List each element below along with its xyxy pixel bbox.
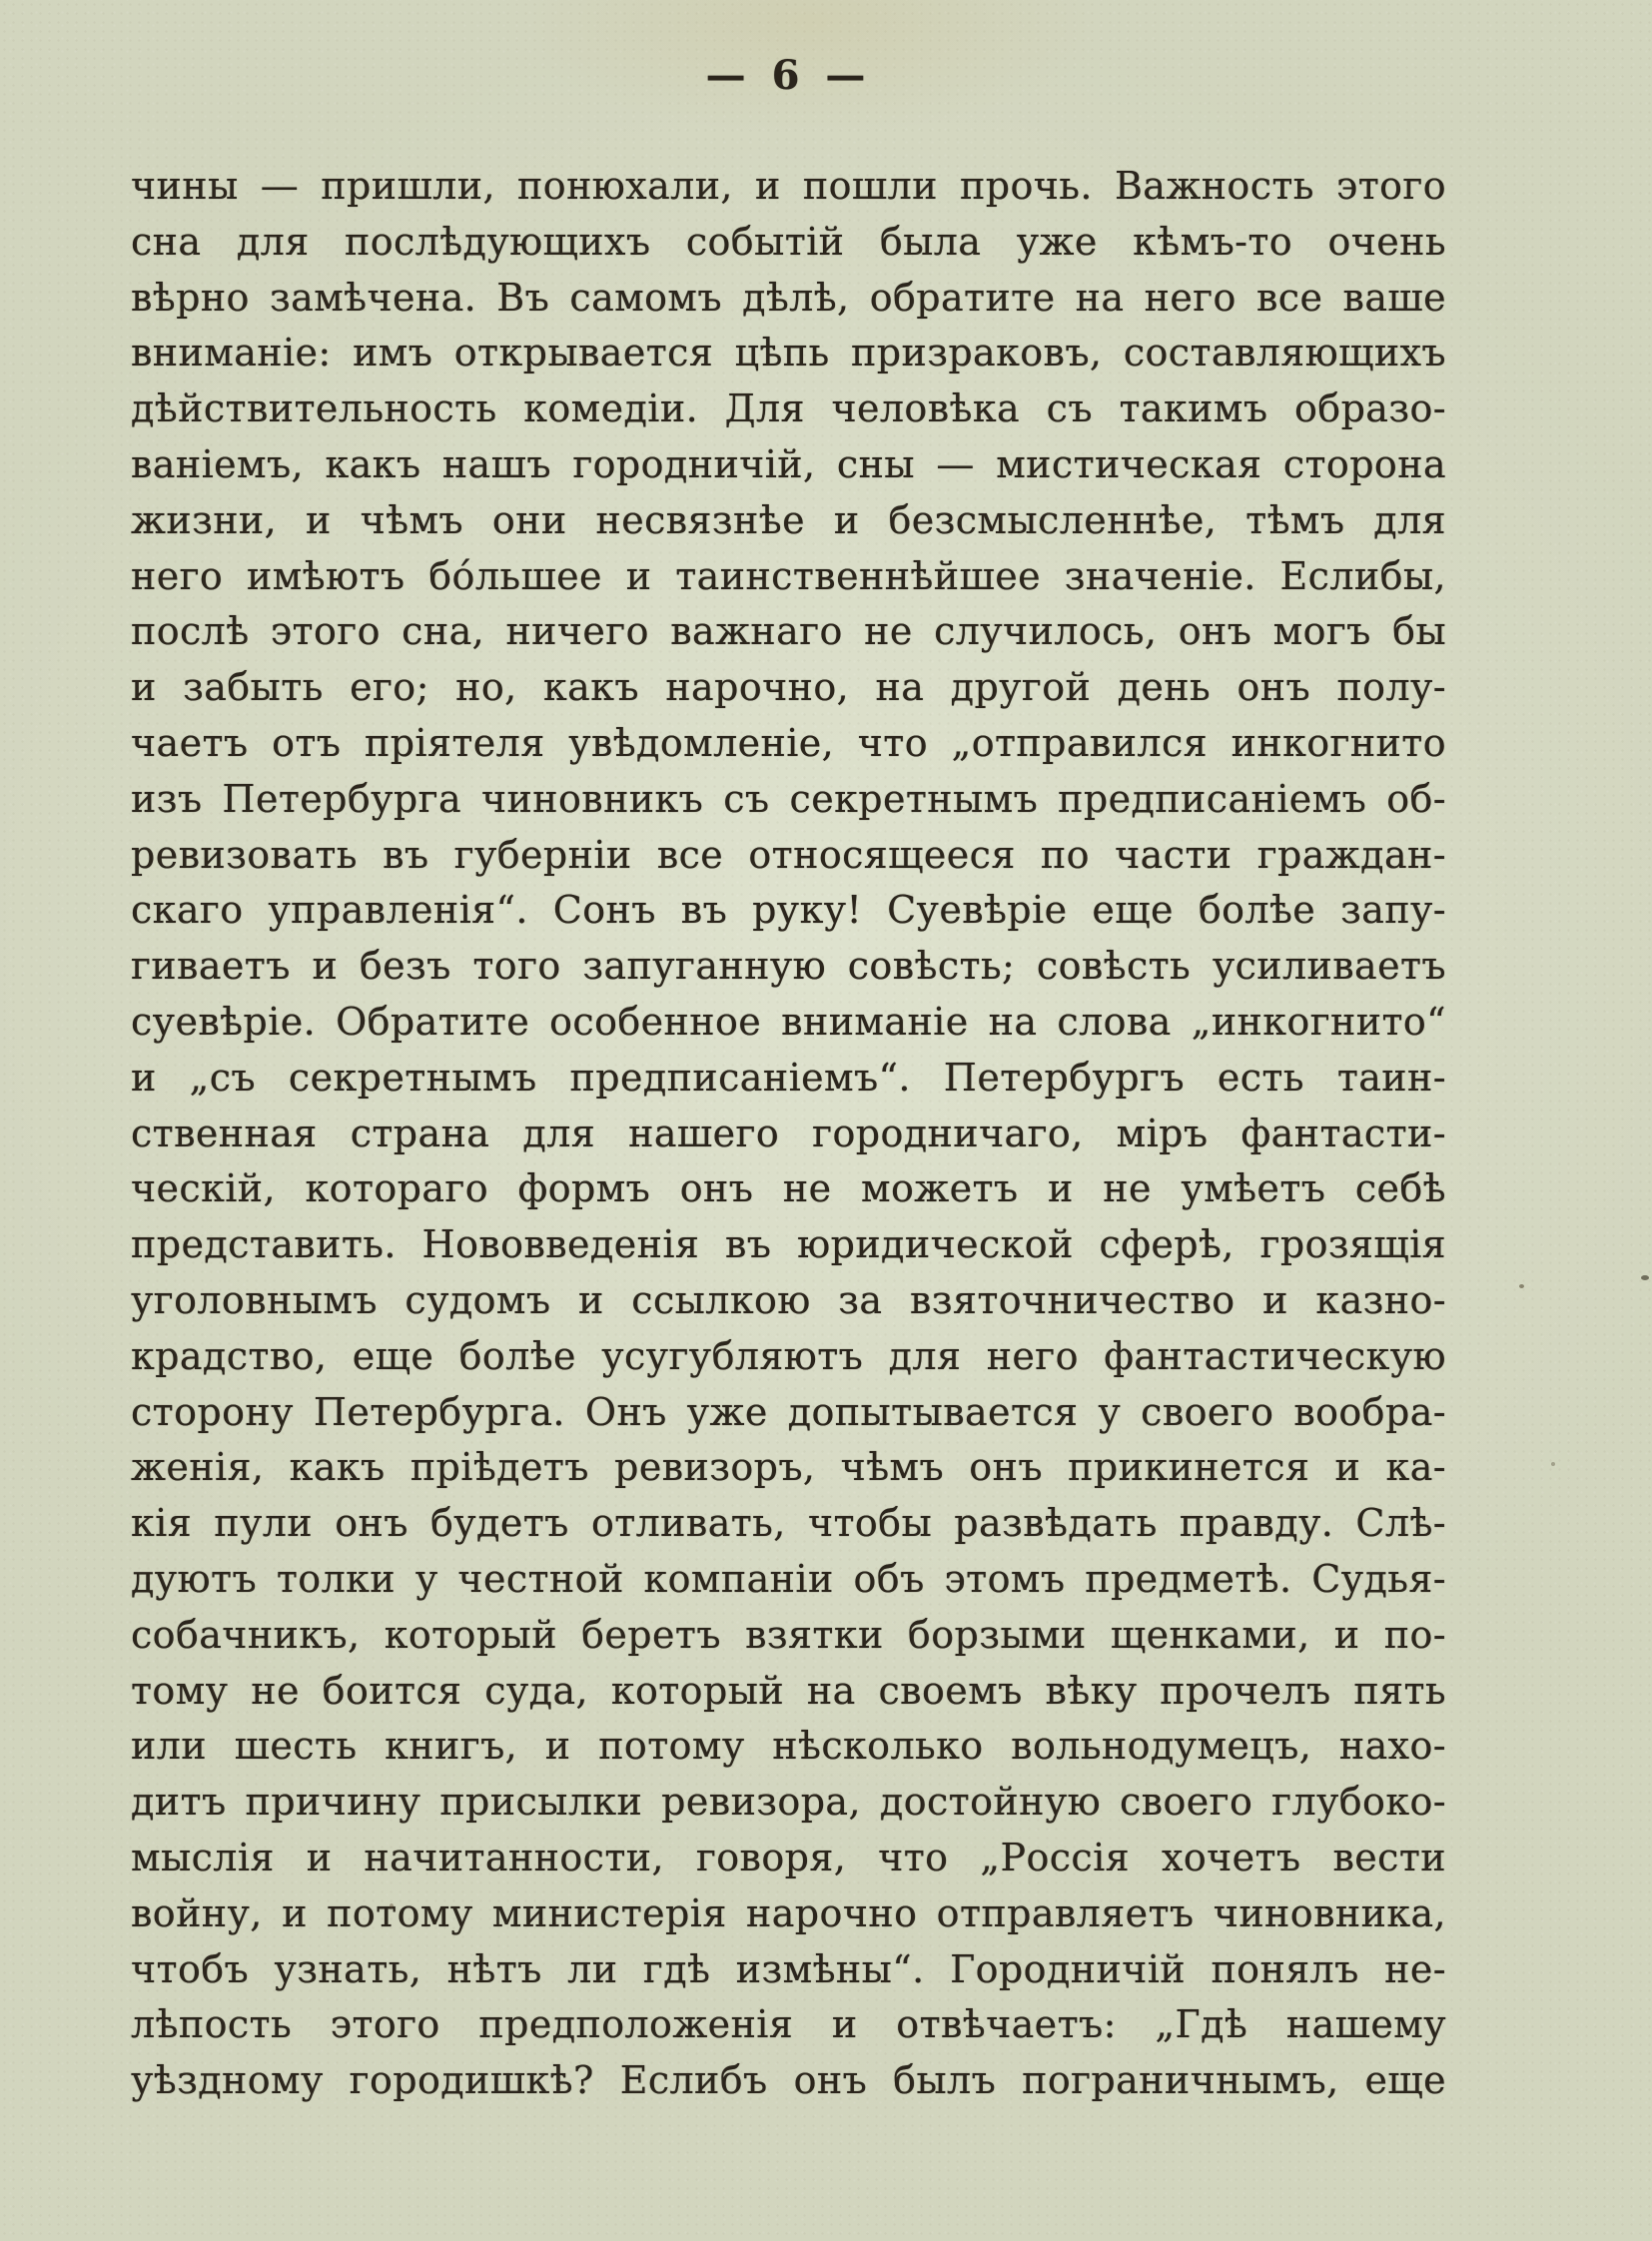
text-line: дуютъ толки у честной компаніи объ этомъ предметѣ. Судья- <box>131 1556 1446 1601</box>
foxing-speck <box>1519 1284 1524 1288</box>
text-line: изъ Петербурга чиновникъ съ секретнымъ предписаніемъ об- <box>131 776 1446 821</box>
text-line: скаго управленія“. Сонъ въ руку! Суевѣріе еще болѣе запу- <box>131 888 1446 933</box>
text-line: ревизовать въ губерніи все относящееся по части граждан- <box>131 832 1446 877</box>
foxing-speck <box>1641 1275 1649 1280</box>
text-line: и забыть его; но, какъ нарочно, на другой день онъ полу- <box>131 665 1446 710</box>
text-line: послѣ этого сна, ничего важнаго не случилось, онъ могъ бы <box>131 609 1446 654</box>
page-number: — 6 — <box>705 52 872 99</box>
text-line: дѣйствительность комедіи. Для человѣка съ такимъ образо- <box>131 386 1446 431</box>
text-line: уѣздному городишкѣ? Еслибъ онъ былъ пограничнымъ, еще <box>131 2058 1446 2103</box>
text-line: и „съ секретнымъ предписаніемъ“. Петербургъ есть таин- <box>131 1055 1446 1100</box>
text-line: или шесть книгъ, и потому нѣсколько вольнодумецъ, нахо- <box>131 1724 1446 1769</box>
text-line: чаетъ отъ пріятеля увѣдомленіе, что „отправился инкогнито <box>131 720 1446 765</box>
text-line: уголовнымъ судомъ и ссылкою за взяточничество и казно- <box>131 1277 1446 1322</box>
text-line: ственная страна для нашего городничаго, міръ фантасти- <box>131 1111 1446 1155</box>
text-line: жизни, и чѣмъ они несвязнѣе и безсмысленнѣе, тѣмъ для <box>131 497 1446 542</box>
text-line: чтобъ узнать, нѣтъ ли гдѣ измѣны“. Городничій понялъ не- <box>131 1946 1446 1991</box>
body-text <box>131 159 1446 2109</box>
text-line: лѣпость этого предположенія и отвѣчаетъ: „Гдѣ нашему <box>131 2002 1446 2047</box>
text-line: тому не боится суда, который на своемъ вѣку прочелъ пять <box>131 1668 1446 1713</box>
text-line: крадство, еще болѣе усугубляютъ для него фантастическую <box>131 1333 1446 1378</box>
text-line: представить. Нововведенія въ юридической сферѣ, грозящія <box>131 1222 1446 1267</box>
text-line: суевѣріе. Обратите особенное вниманіе на слова „инкогнито“ <box>131 999 1446 1044</box>
text-line: мыслія и начитанности, говоря, что „Россія хочетъ вести <box>131 1835 1446 1879</box>
foxing-speck <box>1551 1462 1555 1466</box>
text-line: ваніемъ, какъ нашъ городничій, сны — мистическая сторона <box>131 441 1446 486</box>
text-line: сторону Петербурга. Онъ уже допытывается у своего вообра- <box>131 1389 1446 1434</box>
text-line: войну, и потому министерія нарочно отправляетъ чиновника, <box>131 1890 1446 1935</box>
text-line: вниманіе: имъ открывается цѣпь призраковъ, составляющихъ <box>131 331 1446 375</box>
text-line: сна для послѣдующихъ событій была уже кѣмъ-то очень <box>131 219 1446 264</box>
text-line: кія пули онъ будетъ отливать, чтобы развѣдать правду. Слѣ- <box>131 1501 1446 1546</box>
text-line: вѣрно замѣчена. Въ самомъ дѣлѣ, обратите на него все ваше <box>131 275 1446 320</box>
text-line: собачникъ, который беретъ взятки борзыми щенками, и по- <box>131 1612 1446 1657</box>
text-line: ческій, котораго формъ онъ не можетъ и не умѣетъ себѣ <box>131 1166 1446 1211</box>
text-line: гиваетъ и безъ того запуганную совѣсть; совѣсть усиливаетъ <box>131 944 1446 989</box>
text-line: чины — пришли, понюхали, и пошли прочь. Важность этого <box>131 164 1446 208</box>
text-line: дитъ причину присылки ревизора, достойную своего глубоко- <box>131 1780 1446 1825</box>
foxing-speck <box>390 1903 394 1908</box>
text-line: него имѣютъ бо́льшее и таинственнѣйшее значеніе. Еслибы, <box>131 553 1446 598</box>
text-line: женія, какъ пріѣдетъ ревизоръ, чѣмъ онъ прикинется и ка- <box>131 1445 1446 1490</box>
